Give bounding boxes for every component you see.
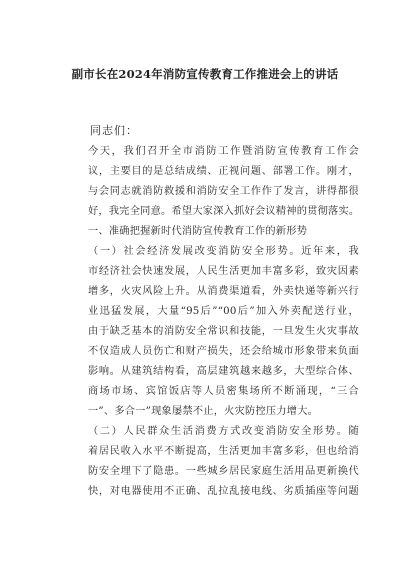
body-line: 着居民收入水平不断提高，生活更加丰富多彩，但也给消 [88, 446, 359, 457]
body-line: （一）社会经济发展改变消防安全形势。近年来，我 [88, 246, 359, 257]
body-line: 防安全埋下了隐患。一些城乡居民家庭生活用品更新换代 [88, 466, 359, 477]
speech-body [88, 142, 359, 502]
body-line: 市经济社会快速发展，人民生活更加丰富多彩，致灾因素 [88, 266, 359, 277]
document-title: 副市长在2024年消防宣传教育工作推进会上的讲话 [71, 67, 339, 81]
body-line: 好，我完全同意。希望大家深入抓好会议精神的贯彻落实。 [88, 206, 359, 217]
body-line: 由于缺乏基本的消防安全常识和技能，一旦发生火灾事故 [88, 326, 359, 337]
body-line: 今天，我们召开全市消防工作暨消防宣传教育工作会 [88, 146, 359, 157]
body-line: 增多，火灾风险上升。从消费渠道看，外卖快递等新兴行 [88, 286, 359, 297]
body-line: 快，对电器使用不正确、乱拉乱接电线、劣质插座等问题 [88, 486, 359, 497]
body-line: 一”、多合一”现象屡禁不止，火灾防控压力增大。 [88, 406, 319, 417]
body-line: 业迅猛发展，大量“95后”“00后”加入外卖配送行业， [88, 306, 359, 317]
section-heading: 一、准确把握新时代消防宣传教育工作的新形势 [88, 226, 308, 237]
body-line: 与会同志就消防救援和消防安全工作作了发言，讲得都很 [88, 186, 359, 197]
body-line: 议，主要目的是总结成绩、正视问题、部署工作。刚才， [88, 166, 359, 177]
body-line: 不仅造成人员伤亡和财产损失，还会给城市形象带来负面 [88, 346, 359, 357]
body-line: 影响。从建筑结构看，高层建筑越来越多，大型综合体、 [88, 366, 359, 377]
body-line: 商场市场、宾馆饭店等人员密集场所不断涌现，“三合 [88, 386, 359, 397]
salutation: 同志们： [90, 124, 138, 137]
body-line: （二）人民群众生活消费方式改变消防安全形势。随 [88, 426, 359, 437]
